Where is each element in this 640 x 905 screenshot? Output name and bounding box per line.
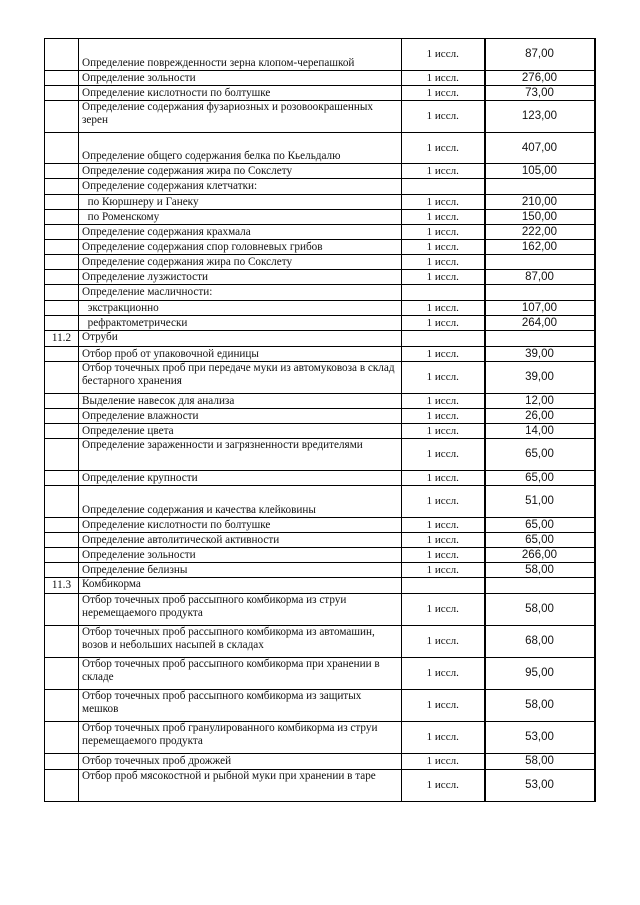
price-cell: 58,00 — [485, 594, 595, 626]
service-name-cell: Отруби — [79, 331, 402, 347]
price-cell — [485, 285, 595, 301]
service-name-cell: Определение общего содержания белка по Кьельдалю — [79, 133, 402, 164]
price-cell: 87,00 — [485, 270, 595, 285]
service-name-cell: Определение автолитической активности — [79, 533, 402, 548]
service-name-cell: Определение белизны — [79, 563, 402, 578]
unit-cell: 1 иссл. — [402, 533, 485, 548]
table-row — [45, 301, 595, 316]
service-name-cell: по Роменскому — [79, 210, 402, 225]
table-row — [45, 39, 595, 71]
price-cell: 58,00 — [485, 690, 595, 722]
unit-cell: 1 иссл. — [402, 471, 485, 486]
unit-cell: 1 иссл. — [402, 594, 485, 626]
service-name-cell: по Кюршнеру и Ганеку — [79, 195, 402, 210]
price-cell: 58,00 — [485, 754, 595, 770]
table-row — [45, 471, 595, 486]
section-number-cell — [45, 471, 79, 486]
table-row — [45, 754, 595, 770]
price-cell: 105,00 — [485, 164, 595, 179]
section-number-cell — [45, 316, 79, 331]
service-name-cell: Отбор точечных проб рассыпного комбикорма из защитых мешков — [79, 690, 402, 722]
service-name-cell: Определение содержания жира по Сокслету — [79, 164, 402, 179]
unit-cell: 1 иссл. — [402, 563, 485, 578]
service-name-cell: Отбор проб мясокостной и рыбной муки при хранении в таре — [79, 770, 402, 802]
price-cell: 162,00 — [485, 240, 595, 255]
service-name-cell: Определение кислотности по болтушке — [79, 86, 402, 101]
unit-cell: 1 иссл. — [402, 164, 485, 179]
table-row — [45, 626, 595, 658]
table-row — [45, 518, 595, 533]
price-cell: 266,00 — [485, 548, 595, 563]
unit-cell: 1 иссл. — [402, 690, 485, 722]
section-number-cell — [45, 754, 79, 770]
section-number-cell — [45, 626, 79, 658]
unit-cell: 1 иссл. — [402, 409, 485, 424]
section-number-cell: 11.3 — [45, 578, 79, 594]
section-number-cell — [45, 439, 79, 471]
table-row — [45, 424, 595, 439]
price-cell: 95,00 — [485, 658, 595, 690]
price-cell — [485, 331, 595, 347]
table-row — [45, 594, 595, 626]
table-row — [45, 439, 595, 471]
price-cell: 276,00 — [485, 71, 595, 86]
service-name-cell: Определение зараженности и загрязненности вредителями — [79, 439, 402, 471]
table-row — [45, 240, 595, 255]
price-cell: 65,00 — [485, 439, 595, 471]
service-name-cell: Определение крупности — [79, 471, 402, 486]
section-number-cell — [45, 518, 79, 533]
table-row — [45, 210, 595, 225]
table-row — [45, 563, 595, 578]
price-cell: 407,00 — [485, 133, 595, 164]
section-number-cell — [45, 225, 79, 240]
section-number-cell — [45, 770, 79, 802]
price-cell: 14,00 — [485, 424, 595, 439]
unit-cell: 1 иссл. — [402, 518, 485, 533]
table-row — [45, 658, 595, 690]
price-cell: 68,00 — [485, 626, 595, 658]
price-cell: 150,00 — [485, 210, 595, 225]
service-name-cell: Отбор точечных проб дрожжей — [79, 754, 402, 770]
price-cell: 51,00 — [485, 486, 595, 518]
section-number-cell — [45, 86, 79, 101]
unit-cell: 1 иссл. — [402, 754, 485, 770]
section-number-cell — [45, 394, 79, 409]
table-row — [45, 548, 595, 563]
service-name-cell: Отбор проб от упаковочной единицы — [79, 347, 402, 362]
service-name-cell: Определение содержания спор головневых грибов — [79, 240, 402, 255]
service-name-cell: рефрактометрически — [79, 316, 402, 331]
table-row — [45, 255, 595, 270]
unit-cell: 1 иссл. — [402, 424, 485, 439]
unit-cell: 1 иссл. — [402, 133, 485, 164]
price-cell: 65,00 — [485, 518, 595, 533]
unit-cell: 1 иссл. — [402, 439, 485, 471]
price-cell — [485, 578, 595, 594]
price-cell: 39,00 — [485, 347, 595, 362]
service-name-cell: Определение содержания клетчатки: — [79, 179, 402, 195]
unit-cell: 1 иссл. — [402, 316, 485, 331]
service-name-cell: экстракционно — [79, 301, 402, 316]
table-row — [45, 409, 595, 424]
section-number-cell — [45, 285, 79, 301]
service-name-cell: Отбор точечных проб гранулированного комбикорма из струи перемещаемого продукта — [79, 722, 402, 754]
unit-cell: 1 иссл. — [402, 626, 485, 658]
table-row — [45, 486, 595, 518]
section-number-cell — [45, 409, 79, 424]
table-row — [45, 225, 595, 240]
unit-cell: 1 иссл. — [402, 101, 485, 133]
section-number-cell — [45, 301, 79, 316]
section-number-cell — [45, 362, 79, 394]
service-name-cell: Определение поврежденности зерна клопом-черепашкой — [79, 39, 402, 71]
section-number-cell — [45, 658, 79, 690]
service-name-cell: Отбор точечных проб рассыпного комбикорма при хранении в складе — [79, 658, 402, 690]
table-row — [45, 533, 595, 548]
section-number-cell — [45, 133, 79, 164]
unit-cell: 1 иссл. — [402, 722, 485, 754]
service-name-cell: Отбор точечных проб рассыпного комбикорма из автомашин, возов и небольших насыпей в складах — [79, 626, 402, 658]
section-number-cell — [45, 179, 79, 195]
table-row — [45, 71, 595, 86]
service-name-cell: Определение масличности: — [79, 285, 402, 301]
price-cell: 107,00 — [485, 301, 595, 316]
section-number-cell — [45, 486, 79, 518]
unit-cell: 1 иссл. — [402, 301, 485, 316]
price-cell: 12,00 — [485, 394, 595, 409]
section-number-cell — [45, 548, 79, 563]
section-number-cell — [45, 270, 79, 285]
unit-cell: 1 иссл. — [402, 658, 485, 690]
unit-cell: 1 иссл. — [402, 86, 485, 101]
unit-cell: 1 иссл. — [402, 225, 485, 240]
table-row — [45, 179, 595, 195]
service-name-cell: Определение содержания и качества клейковины — [79, 486, 402, 518]
table-row — [45, 101, 595, 133]
service-name-cell: Комбикорма — [79, 578, 402, 594]
unit-cell — [402, 179, 485, 195]
table-row — [45, 362, 595, 394]
section-number-cell — [45, 255, 79, 270]
unit-cell — [402, 285, 485, 301]
table-row — [45, 133, 595, 164]
unit-cell: 1 иссл. — [402, 71, 485, 86]
unit-cell: 1 иссл. — [402, 240, 485, 255]
table-row — [45, 86, 595, 101]
price-cell: 53,00 — [485, 722, 595, 754]
unit-cell: 1 иссл. — [402, 255, 485, 270]
table-row — [45, 722, 595, 754]
section-number-cell — [45, 210, 79, 225]
section-number-cell — [45, 240, 79, 255]
unit-cell: 1 иссл. — [402, 347, 485, 362]
service-name-cell: Определение цвета — [79, 424, 402, 439]
unit-cell: 1 иссл. — [402, 486, 485, 518]
service-name-cell: Выделение навесок для анализа — [79, 394, 402, 409]
section-row — [45, 331, 595, 347]
price-cell: 123,00 — [485, 101, 595, 133]
table-row — [45, 690, 595, 722]
table-row — [45, 770, 595, 802]
service-name-cell: Определение кислотности по болтушке — [79, 518, 402, 533]
table-row — [45, 270, 595, 285]
table-row — [45, 347, 595, 362]
service-name-cell: Определение содержания крахмала — [79, 225, 402, 240]
unit-cell: 1 иссл. — [402, 210, 485, 225]
price-cell — [485, 179, 595, 195]
section-number-cell — [45, 722, 79, 754]
section-number-cell — [45, 424, 79, 439]
section-number-cell — [45, 71, 79, 86]
service-name-cell: Отбор точечных проб рассыпного комбикорма из струи неремещаемого продукта — [79, 594, 402, 626]
unit-cell: 1 иссл. — [402, 362, 485, 394]
service-name-cell: Определение содержания жира по Сокслету — [79, 255, 402, 270]
section-number-cell — [45, 563, 79, 578]
table-row — [45, 316, 595, 331]
unit-cell: 1 иссл. — [402, 770, 485, 802]
price-cell: 58,00 — [485, 563, 595, 578]
price-cell: 65,00 — [485, 533, 595, 548]
section-number-cell — [45, 594, 79, 626]
service-name-cell: Определение содержания фузариозных и розовоокрашенных зерен — [79, 101, 402, 133]
service-name-cell: Отбор точечных проб при передаче муки из автомуковоза в склад бестарного хранения — [79, 362, 402, 394]
price-cell: 264,00 — [485, 316, 595, 331]
table-row — [45, 164, 595, 179]
unit-cell: 1 иссл. — [402, 39, 485, 71]
section-number-cell — [45, 690, 79, 722]
table-row — [45, 285, 595, 301]
service-name-cell: Определение зольности — [79, 71, 402, 86]
unit-cell: 1 иссл. — [402, 270, 485, 285]
price-cell: 210,00 — [485, 195, 595, 210]
price-cell: 65,00 — [485, 471, 595, 486]
price-cell: 53,00 — [485, 770, 595, 802]
price-cell: 26,00 — [485, 409, 595, 424]
service-name-cell: Определение влажности — [79, 409, 402, 424]
table-row — [45, 195, 595, 210]
section-row — [45, 578, 595, 594]
price-cell — [485, 255, 595, 270]
section-number-cell — [45, 164, 79, 179]
section-number-cell — [45, 39, 79, 71]
unit-cell: 1 иссл. — [402, 195, 485, 210]
unit-cell: 1 иссл. — [402, 548, 485, 563]
section-number-cell — [45, 101, 79, 133]
table-row — [45, 394, 595, 409]
price-cell: 222,00 — [485, 225, 595, 240]
unit-cell: 1 иссл. — [402, 394, 485, 409]
price-cell: 87,00 — [485, 39, 595, 71]
unit-cell — [402, 331, 485, 347]
price-list-table — [44, 38, 596, 802]
section-number-cell: 11.2 — [45, 331, 79, 347]
unit-cell — [402, 578, 485, 594]
section-number-cell — [45, 347, 79, 362]
service-name-cell: Определение лузжистости — [79, 270, 402, 285]
section-number-cell — [45, 195, 79, 210]
price-cell: 73,00 — [485, 86, 595, 101]
service-name-cell: Определение зольности — [79, 548, 402, 563]
price-cell: 39,00 — [485, 362, 595, 394]
section-number-cell — [45, 533, 79, 548]
